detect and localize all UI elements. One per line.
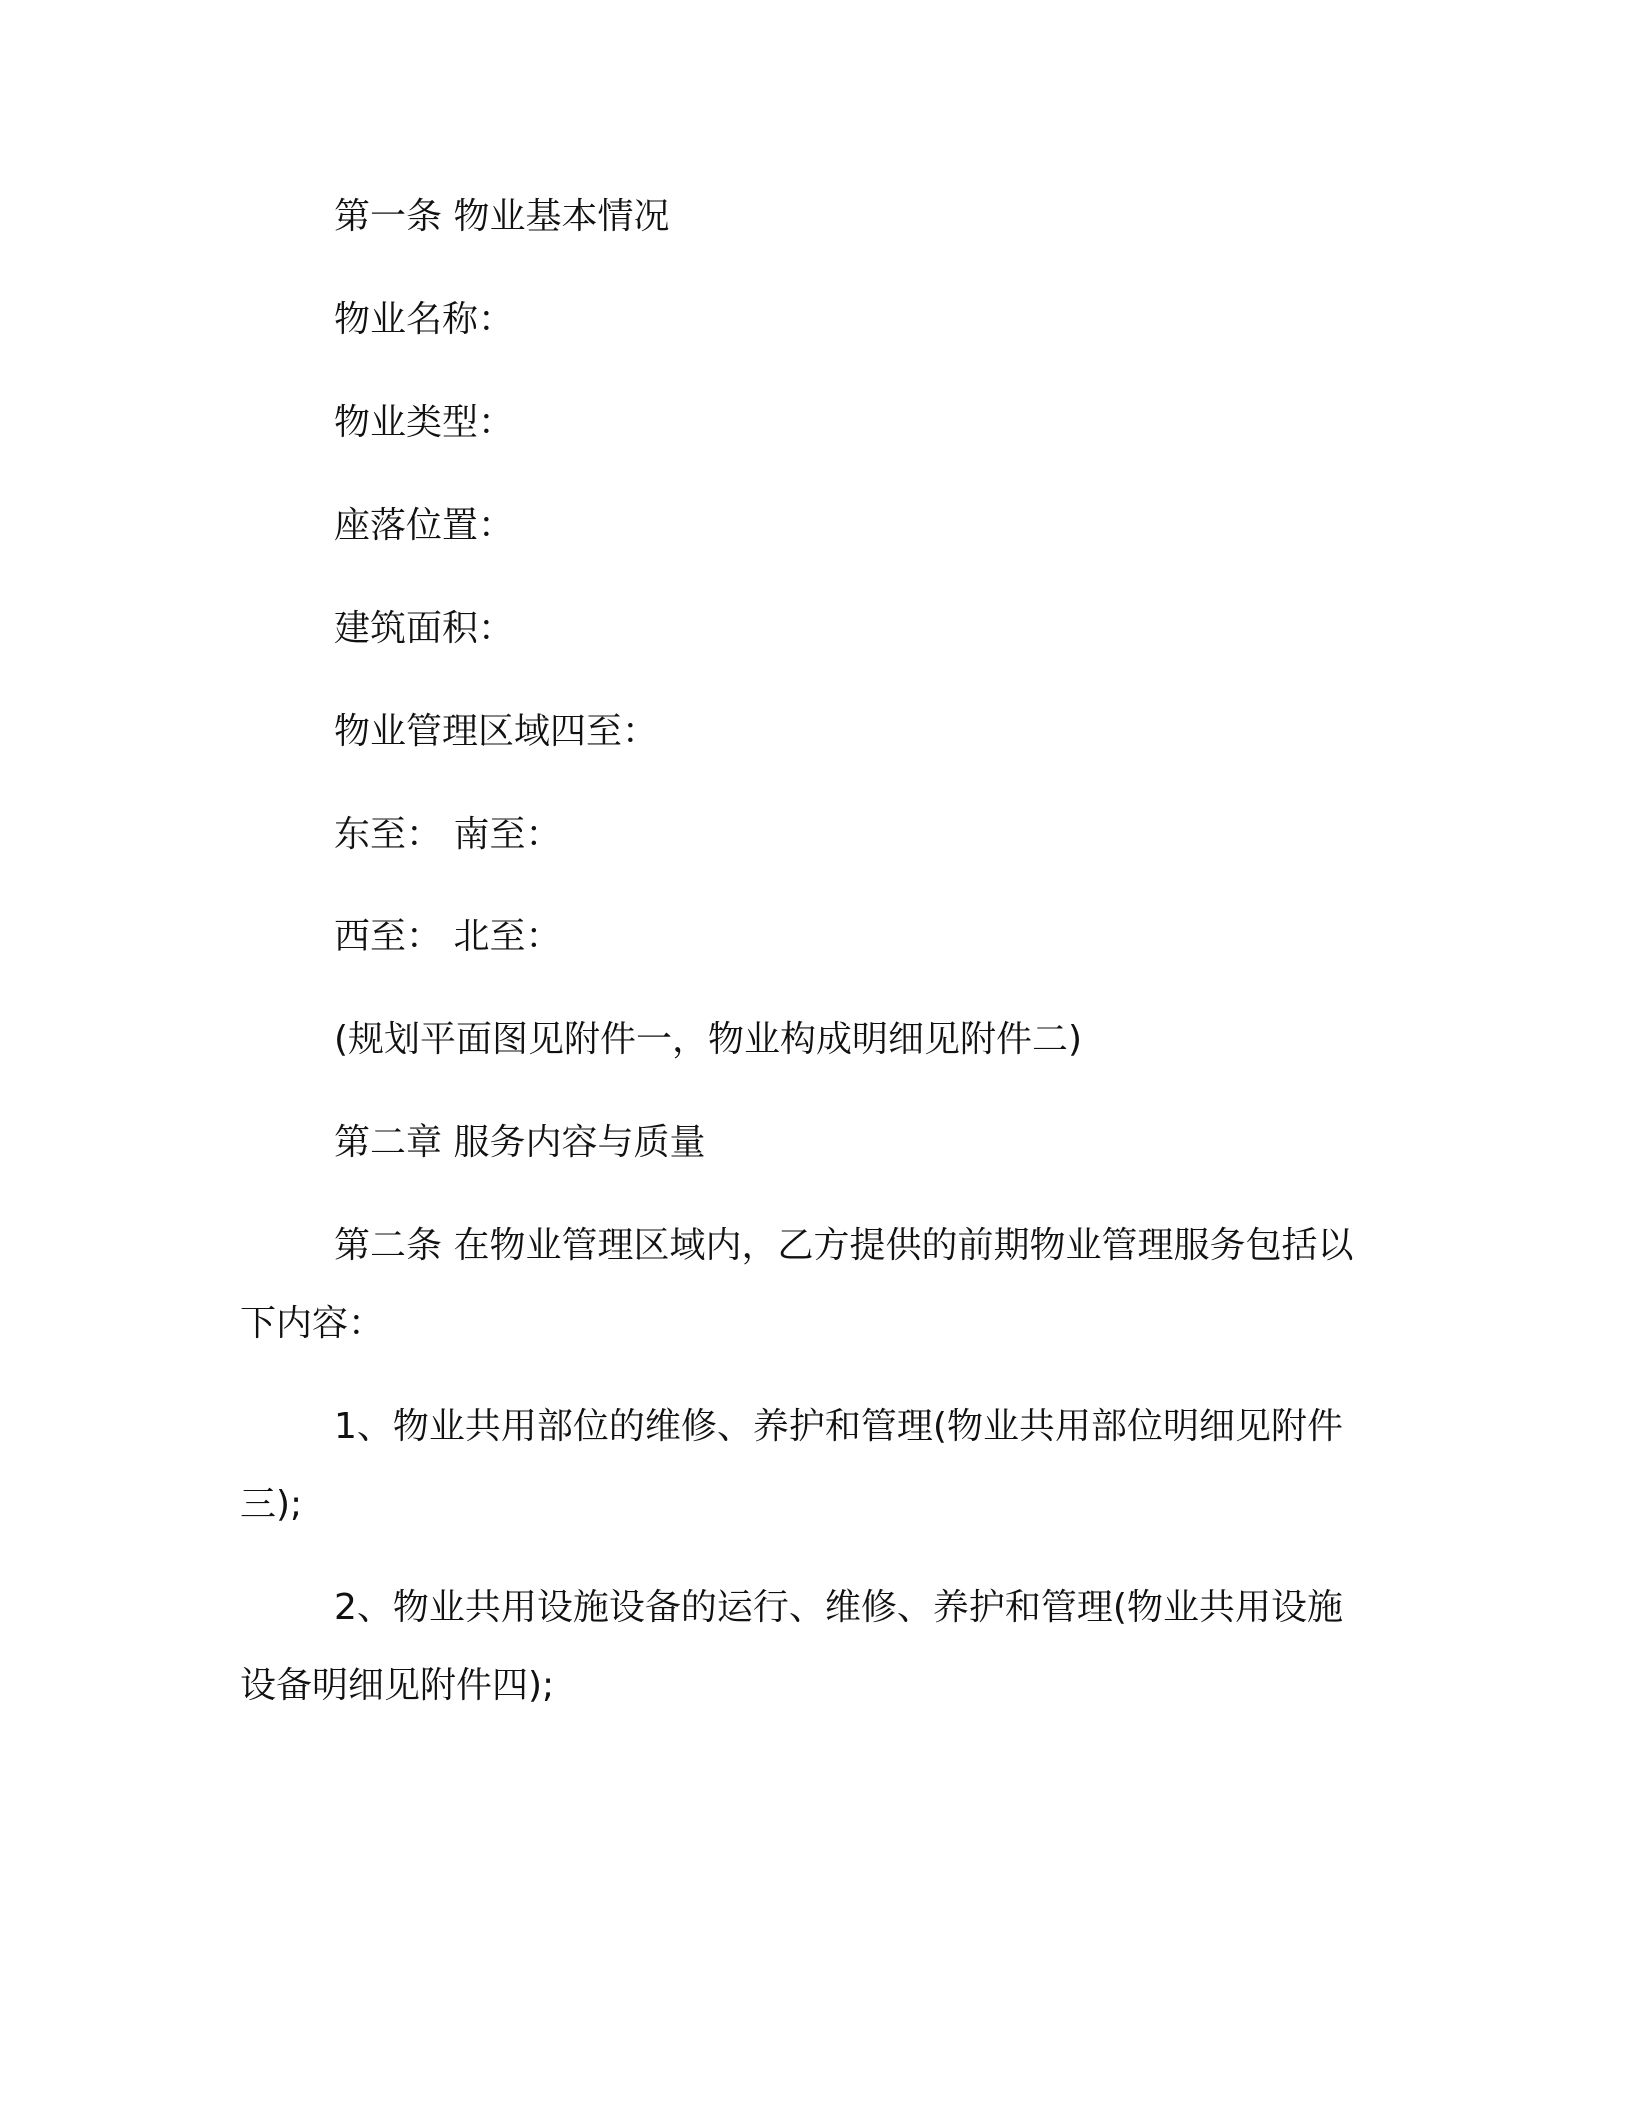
attachment-note: (规划平面图见附件一，物业构成明细见附件二) [334,1019,1083,1060]
chapter-2-heading: 第二章 服务内容与质量 [334,1122,706,1163]
item-2-line-2: 设备明细见附件四); [240,1665,555,1706]
building-area-field: 建筑面积： [334,608,515,649]
article-1-heading: 第一条 物业基本情况 [334,196,670,237]
article-2-paragraph-line-1: 第二条 在物业管理区域内，乙方提供的前期物业管理服务包括以 [334,1225,1354,1266]
property-type-field: 物业类型： [334,402,515,443]
article-2-paragraph-line-2: 下内容： [240,1303,385,1344]
property-name-field: 物业名称： [334,299,515,340]
item-1-line-1: 1、物业共用部位的维修、养护和管理(物业共用部位明细见附件 [334,1406,1343,1447]
management-boundary-field: 物业管理区域四至： [334,711,659,752]
item-1-line-2: 三); [240,1484,303,1525]
property-location-field: 座落位置： [334,505,515,546]
east-south-boundary-field: 东至： 南至： [334,814,562,855]
west-north-boundary-field: 西至： 北至： [334,916,562,957]
item-2-line-1: 2、物业共用设施设备的运行、维修、养护和管理(物业共用设施 [334,1587,1343,1628]
